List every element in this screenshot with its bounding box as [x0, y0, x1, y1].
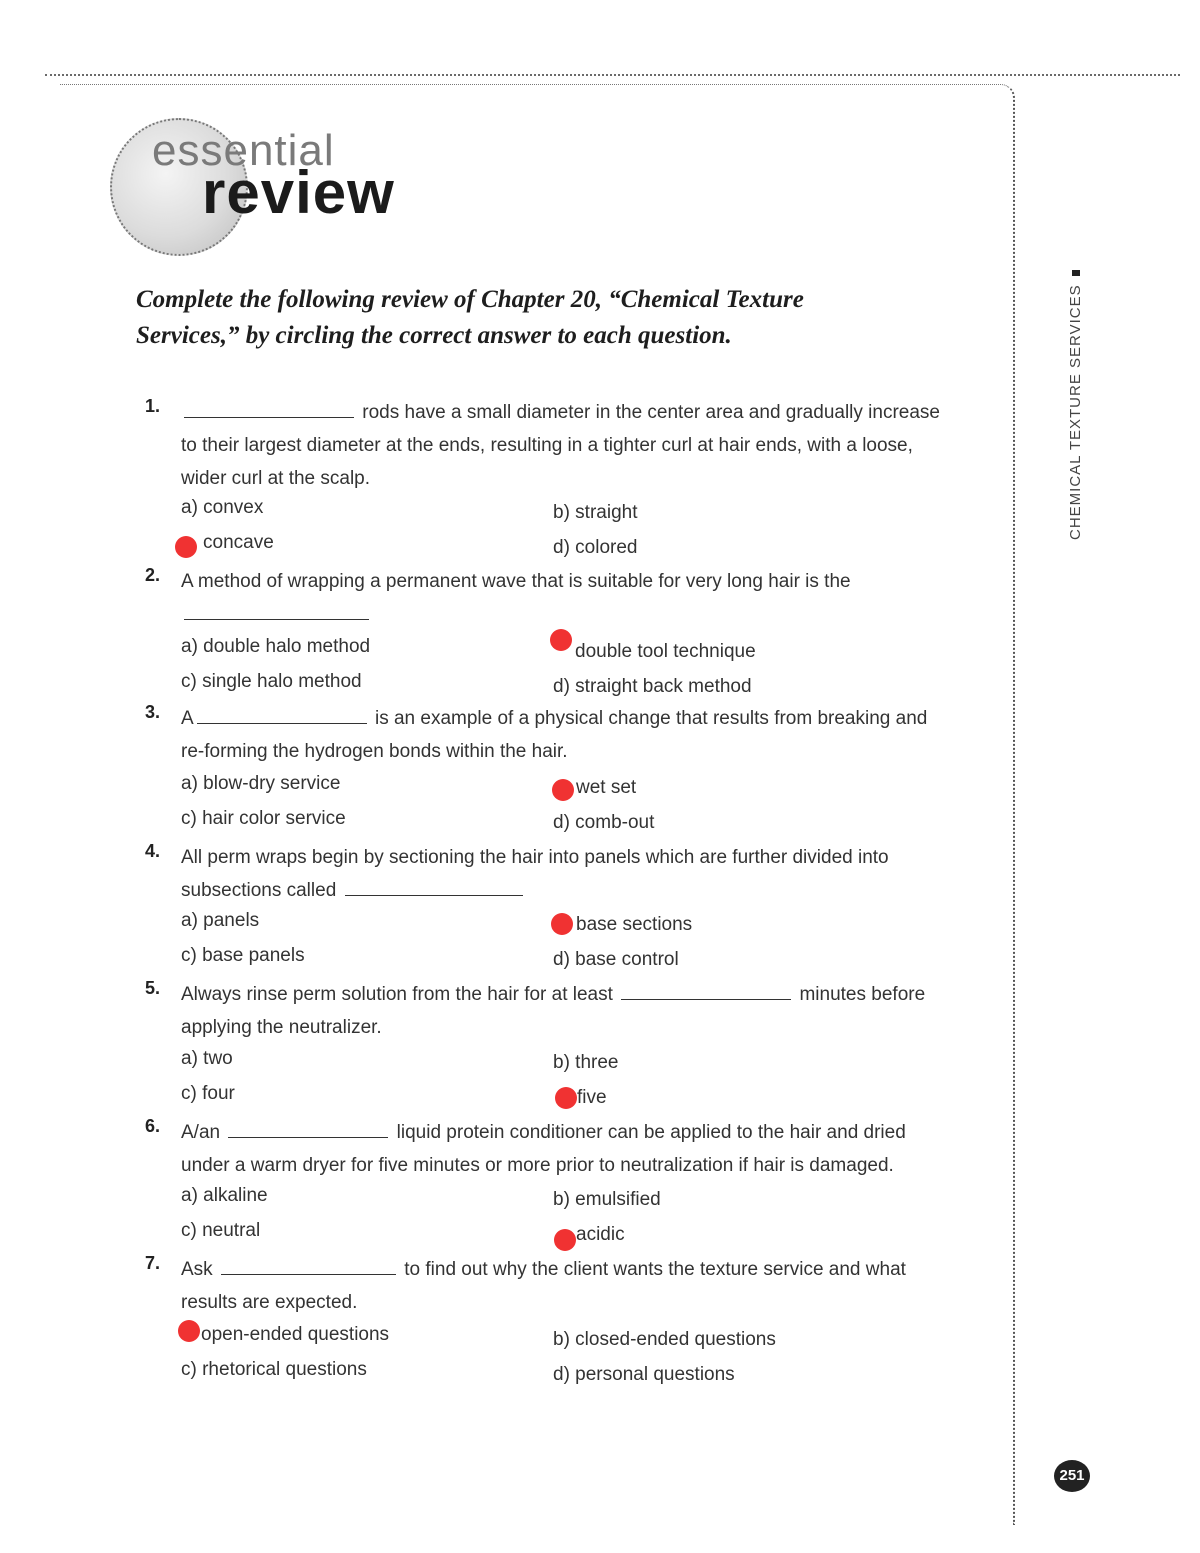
option-c[interactable]: concave [203, 532, 274, 553]
question-7 [145, 1253, 980, 1319]
option-d[interactable]: d) personal questions [553, 1364, 735, 1385]
question-number: 7. [145, 1253, 161, 1273]
question-5 [145, 978, 980, 1044]
question-2 [145, 565, 980, 631]
selected-answer-marker [554, 1229, 576, 1251]
option-c[interactable]: c) neutral [181, 1220, 261, 1241]
selected-answer-marker [175, 536, 197, 558]
option-c[interactable]: c) base panels [181, 945, 305, 966]
option-d[interactable]: d) base control [553, 949, 679, 970]
question-number: 2. [145, 565, 161, 585]
question-number: 3. [145, 702, 161, 722]
question-number: 6. [145, 1116, 161, 1136]
option-d[interactable]: d) comb-out [553, 812, 655, 833]
option-b[interactable]: b) closed-ended questions [553, 1329, 776, 1350]
question-1 [145, 396, 980, 495]
question-text: A/an liquid protein conditioner can be applied to the hair and dried under a warm dryer for five minutes or more prior to neutralization if hair is damaged. [181, 1116, 980, 1182]
sidebar-label-text: CHEMICAL TEXTURE SERVICES [1067, 284, 1084, 540]
logo-word-review: review [202, 159, 395, 226]
question-text: A is an example of a physical change that results from breaking and re-forming the hydrogen bonds within the hair. [181, 702, 980, 768]
option-a[interactable]: a) blow-dry service [181, 773, 341, 794]
instructions [136, 282, 936, 354]
option-a[interactable]: a) double halo method [181, 636, 371, 657]
answer-blank[interactable] [221, 1256, 396, 1275]
question-3 [145, 702, 980, 768]
instructions-line-2: Services,” by circling the correct answer to each question. [136, 322, 732, 349]
selected-answer-marker [178, 1320, 200, 1342]
answer-blank[interactable] [184, 601, 369, 620]
option-a[interactable]: a) panels [181, 910, 260, 931]
question-text: Ask to find out why the client wants the texture service and what results are expected. [181, 1253, 980, 1319]
option-a[interactable]: a) alkaline [181, 1185, 268, 1206]
answer-blank[interactable] [621, 981, 791, 1000]
sidebar-chapter-label [1067, 262, 1084, 540]
question-number: 1. [145, 396, 161, 416]
option-c[interactable]: c) hair color service [181, 808, 346, 829]
answer-blank[interactable] [345, 877, 523, 896]
option-b[interactable]: b) emulsified [553, 1189, 661, 1210]
selected-answer-marker [555, 1087, 577, 1109]
option-a[interactable]: a) two [181, 1048, 233, 1069]
option-b[interactable]: wet set [576, 777, 637, 798]
option-b[interactable]: base sections [576, 914, 693, 935]
option-d[interactable]: d) straight back method [553, 676, 752, 697]
top-dotted-rule [45, 74, 1180, 76]
question-text: Always rinse perm solution from the hair for at least minutes before applying the neutralizer. [181, 978, 980, 1044]
option-a[interactable]: open-ended questions [201, 1324, 390, 1345]
page-number-badge: 251 [1054, 1460, 1090, 1492]
selected-answer-marker [551, 913, 573, 935]
option-a[interactable]: a) convex [181, 497, 264, 518]
square-bullet-icon [1072, 270, 1080, 276]
option-d[interactable]: five [577, 1087, 607, 1108]
option-d[interactable]: d) colored [553, 537, 638, 558]
option-b[interactable]: double tool technique [575, 641, 756, 662]
answer-blank[interactable] [184, 399, 354, 418]
option-c[interactable]: c) four [181, 1083, 235, 1104]
option-b[interactable]: b) three [553, 1052, 619, 1073]
instructions-line-1: Complete the following review of Chapter 20, “Chemical Texture [136, 286, 804, 313]
selected-answer-marker [550, 629, 572, 651]
question-4 [145, 841, 980, 907]
selected-answer-marker [552, 779, 574, 801]
option-d[interactable]: acidic [576, 1224, 625, 1245]
question-number: 5. [145, 978, 161, 998]
question-text: rods have a small diameter in the center area and gradually increase to their largest diameter at the ends, resulting in a tighter curl at hair ends, with a loose, wider curl at the scalp. [181, 396, 980, 495]
answer-blank[interactable] [228, 1119, 388, 1138]
essential-review-logo [110, 118, 490, 258]
logo-word-essential: essential [152, 126, 335, 175]
question-6 [145, 1116, 980, 1182]
question-text: A method of wrapping a permanent wave that is suitable for very long hair is the [181, 565, 980, 631]
answer-blank[interactable] [197, 705, 367, 724]
option-c[interactable]: c) rhetorical questions [181, 1359, 367, 1380]
option-b[interactable]: b) straight [553, 502, 638, 523]
option-c[interactable]: c) single halo method [181, 671, 362, 692]
question-number: 4. [145, 841, 161, 861]
question-text: All perm wraps begin by sectioning the hair into panels which are further divided into subsections called [181, 847, 889, 901]
